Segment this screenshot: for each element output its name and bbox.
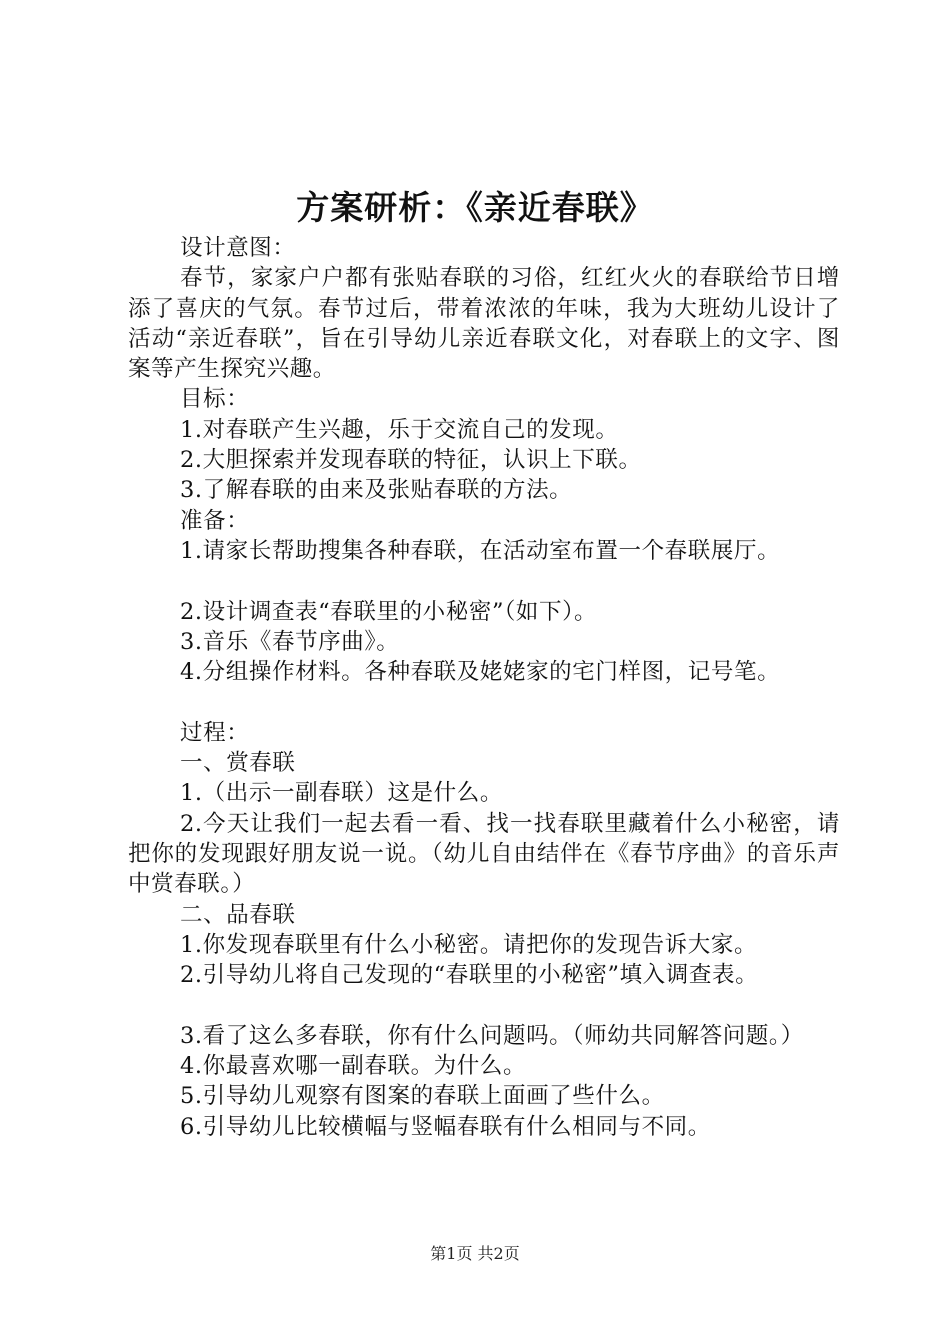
prep-item: 1.请家长帮助搜集各种春联，在活动室布置一个春联展厅。: [180, 537, 781, 564]
spacer: [128, 566, 840, 596]
prep-item: 2.设计调查表“春联里的小秘密”（如下）。: [180, 598, 598, 625]
process-heading: 过程：: [180, 719, 250, 746]
goals-heading: 目标：: [180, 386, 250, 413]
section-heading: 一、赏春联: [180, 750, 296, 777]
spacer: [128, 687, 840, 717]
process-item: 2.引导幼儿将自己发现的“春联里的小秘密”填入调查表。: [180, 962, 759, 989]
process-item: 6.引导幼儿比较横幅与竖幅春联有什么相同与不同。: [180, 1113, 711, 1140]
document-body: [128, 233, 840, 1142]
process-item: 4.你最喜欢哪一副春联。为什么。: [180, 1053, 527, 1080]
section-heading: 二、品春联: [180, 901, 296, 928]
process-item: 5.引导幼儿观察有图案的春联上面画了些什么。: [180, 1083, 665, 1110]
page-footer: 第1页 共2页: [430, 1244, 520, 1263]
goal-item: 2.大胆探索并发现春联的特征，认识上下联。: [180, 447, 642, 474]
process-item: 3.看了这么多春联，你有什么问题吗。（师幼共同解答问题。）: [180, 1022, 804, 1049]
goal-item: 1.对春联产生兴趣，乐于交流自己的发现。: [180, 416, 619, 443]
process-item: 1.（出示一副春联）这是什么。: [180, 780, 503, 807]
spacer: [128, 990, 840, 1020]
prep-item: 4.分组操作材料。各种春联及姥姥家的宅门样图，记号笔。: [180, 659, 781, 686]
prep-item: 3.音乐《春节序曲》。: [180, 628, 400, 655]
prep-heading: 准备：: [180, 507, 250, 534]
process-item: 1.你发现春联里有什么小秘密。请把你的发现告诉大家。: [180, 931, 758, 958]
process-item: 2.今天让我们一起去看一看、找一找春联里藏着什么小秘密，请把你的发现跟好朋友说一说。（幼儿自由结伴在《春节序曲》的音乐声中赏春联。）: [128, 810, 840, 898]
design-paragraph: 春节，家家户户都有张贴春联的习俗，红红火火的春联给节日增添了喜庆的气氛。春节过后，带着浓浓的年味，我为大班幼儿设计了活动“亲近春联”，旨在引导幼儿亲近春联文化，对春联上的文字、图案等产生探究兴趣。: [128, 265, 840, 383]
design-heading: 设计意图：: [180, 235, 296, 261]
goal-item: 3.了解春联的由来及张贴春联的方法。: [180, 477, 573, 504]
document-title: 方案研析：《亲近春联》: [296, 188, 654, 227]
